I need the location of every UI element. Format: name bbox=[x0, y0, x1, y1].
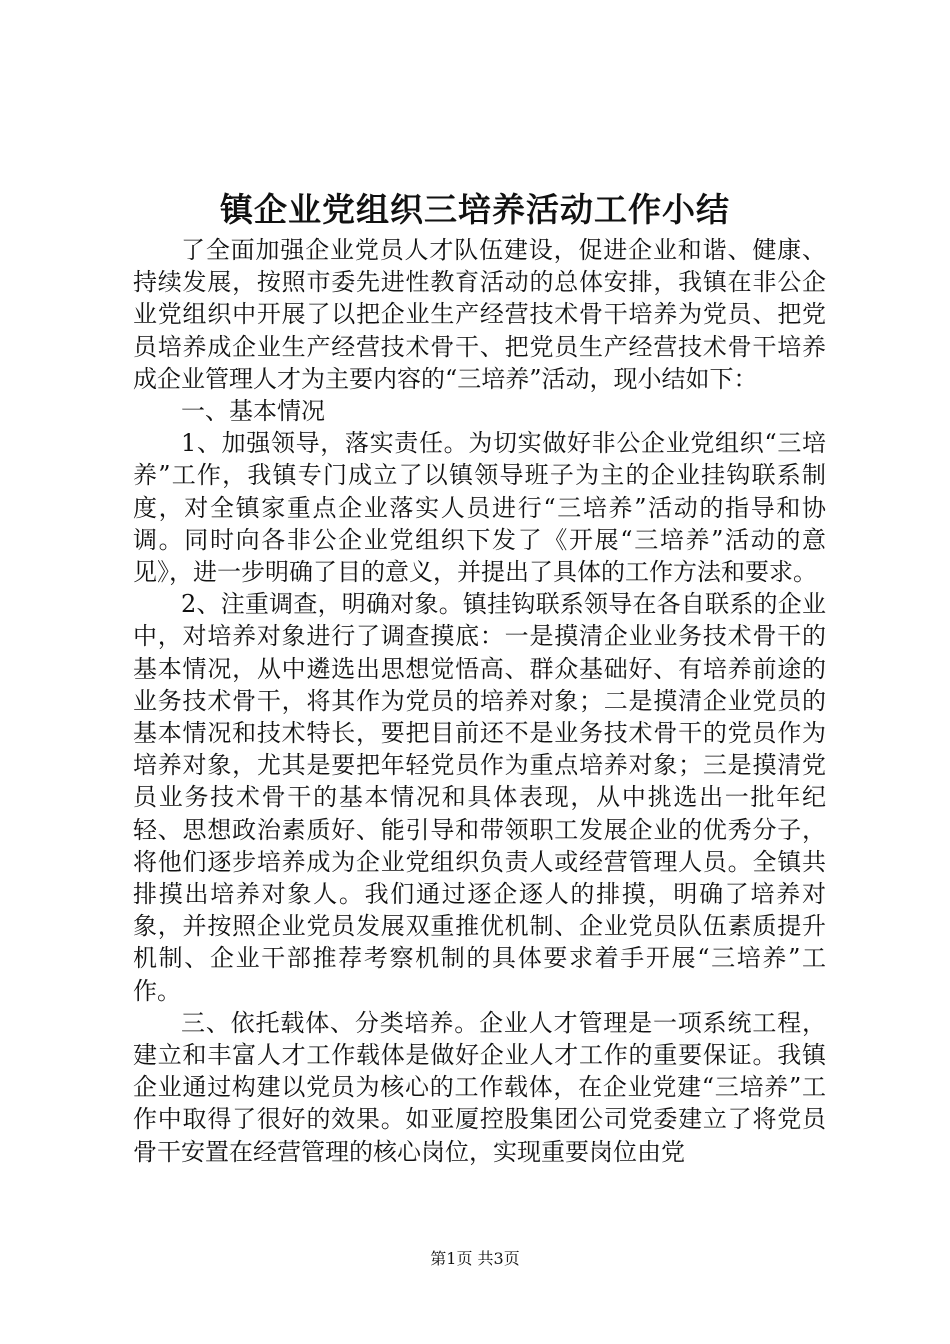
paragraph-leadership: 1、加强领导，落实责任。为切实做好非公企业党组织“三培养”工作，我镇专门成立了以镇领导班子为主的企业挂钩联系制度，对全镇家重点企业落实人员进行“三培养”活动的指导和协调。同时向各非公企业党组织下发了《开展“三培养”活动的意见》，进一步明确了目的意义，并提出了具体的工作方法和要求。 bbox=[133, 429, 826, 587]
page-number-footer: 第1页 共3页 bbox=[430, 1249, 520, 1268]
document-body bbox=[133, 234, 826, 1168]
document-title: 镇企业党组织三培养活动工作小结 bbox=[220, 190, 730, 229]
section-heading-basic-situation: 一、基本情况 bbox=[181, 397, 325, 426]
intro-paragraph: 了全面加强企业党员人才队伍建设，促进企业和谐、健康、持续发展，按照市委先进性教育活动的总体安排，我镇在非公企业党组织中开展了以把企业生产经营技术骨干培养为党员、把党员培养成企业生产经营技术骨干、把党员生产经营技术骨干培养成企业管理人才为主要内容的“三培养”活动，现小结如下： bbox=[133, 236, 826, 393]
paragraph-carrier-training: 三、依托载体、分类培养。企业人才管理是一项系统工程，建立和丰富人才工作载体是做好企业人才工作的重要保证。我镇企业通过构建以党员为核心的工作载体，在企业党建“三培养”工作中取得了很好的效果。如亚厦控股集团公司党委建立了将党员骨干安置在经营管理的核心岗位，实现重要岗位由党 bbox=[133, 1008, 826, 1166]
paragraph-investigation: 2、注重调查，明确对象。镇挂钩联系领导在各自联系的企业中，对培养对象进行了调查摸底：一是摸清企业业务技术骨干的基本情况，从中遴选出思想觉悟高、群众基础好、有培养前途的业务技术骨干，将其作为党员的培养对象；二是摸清企业党员的基本情况和技术特长，要把目前还不是业务技术骨干的党员作为培养对象，尤其是要把年轻党员作为重点培养对象；三是摸清党员业务技术骨干的基本情况和具体表现，从中挑选出一批年纪轻、思想政治素质好、能引导和带领职工发展企业的优秀分子，将他们逐步培养成为企业党组织负责人或经营管理人员。全镇共排摸出培养对象人。我们通过逐企逐人的排摸，明确了培养对象，并按照企业党员发展双重推优机制、企业党员队伍素质提升机制、企业干部推荐考察机制的具体要求着手开展“三培养”工作。 bbox=[133, 590, 826, 1005]
